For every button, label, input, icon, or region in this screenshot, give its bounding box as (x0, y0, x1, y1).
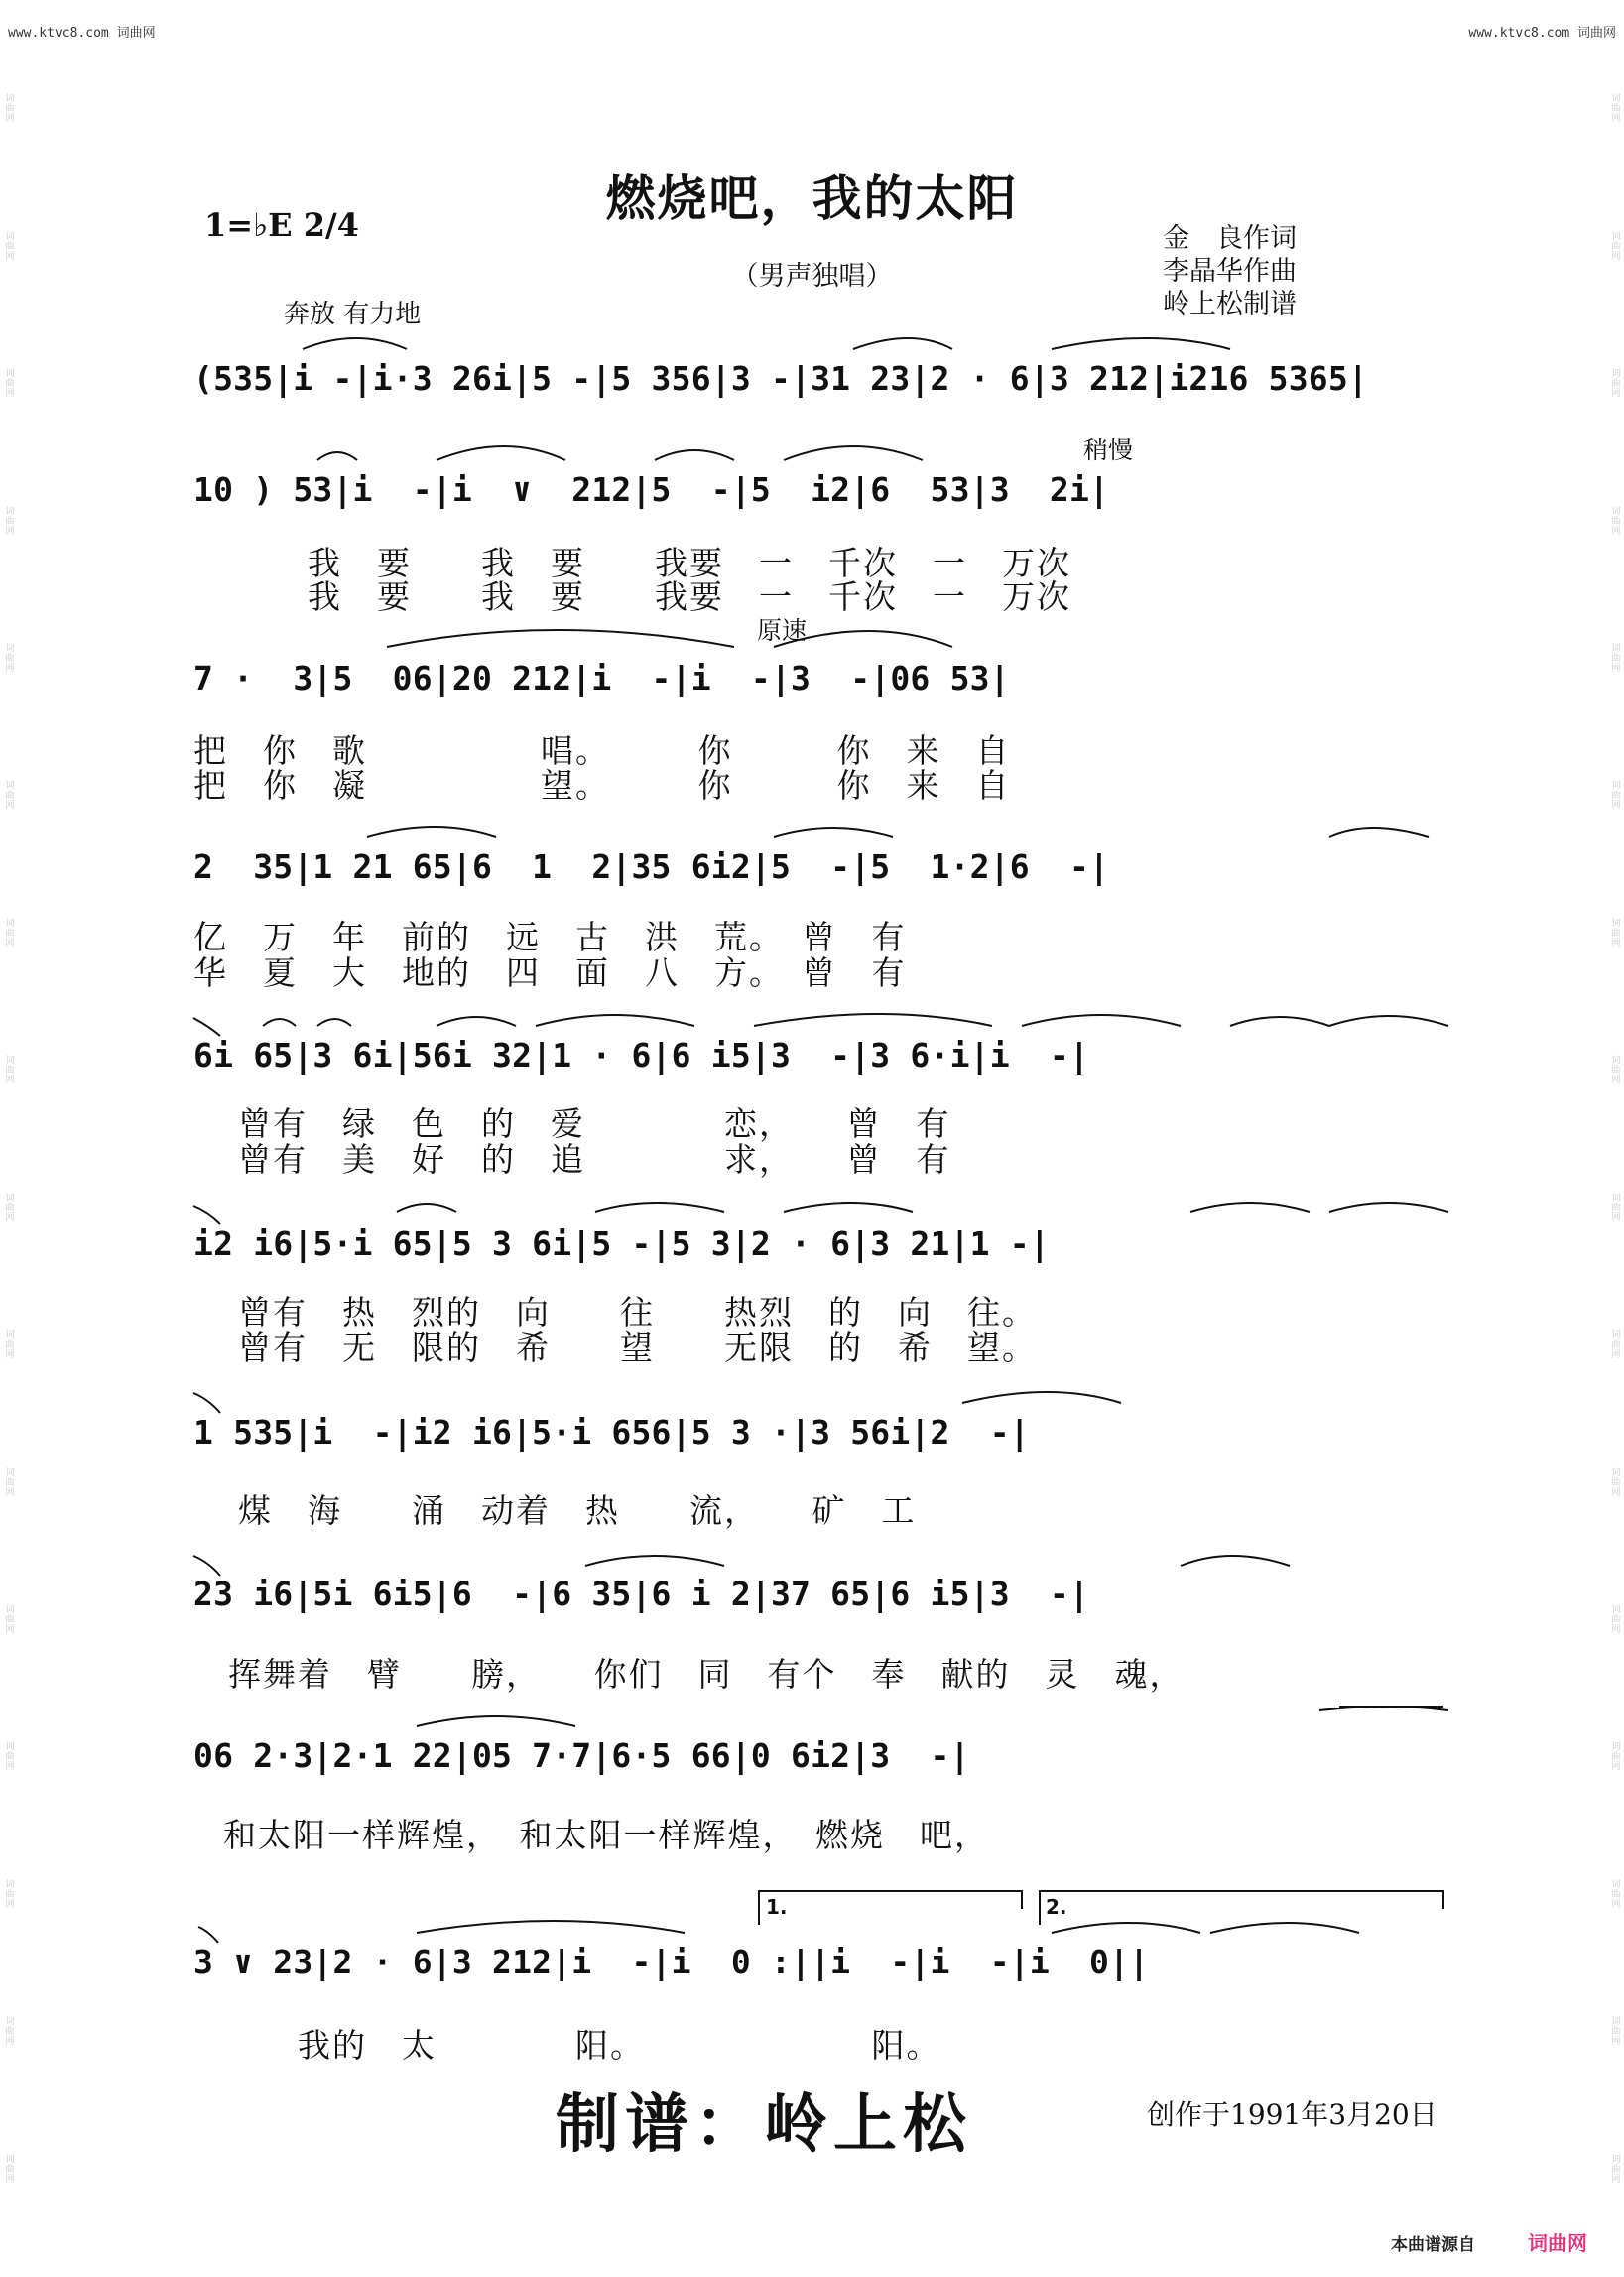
watermark-text: 词曲网 (3, 230, 14, 261)
slur-mark (1022, 1015, 1181, 1026)
credits-block (1163, 222, 1297, 320)
watermark-text: 词曲网 (1609, 1192, 1620, 1222)
left-watermark-strip (2, 40, 16, 2237)
lyric-line-4-verse-1: 亿 万 年 前的 远 古 洪 荒。 曾 有 (193, 918, 907, 956)
slur-mark (437, 1017, 516, 1026)
slur-mark (397, 1204, 456, 1212)
slur-mark (437, 446, 565, 460)
footer-source-label: 本曲谱源自 (1391, 2235, 1475, 2255)
slur-mark (1319, 1707, 1448, 1710)
watermark-text: 词曲网 (1609, 1466, 1620, 1497)
credit-composer: 李晶华作曲 (1163, 256, 1297, 287)
slur-mark (655, 450, 734, 460)
score-line-5: 6i 65|3 6i|56i 32|1 · 6|6 i5|3 -|3 6·i|i -| (193, 1036, 1090, 1075)
watermark-text: 词曲网 (1609, 93, 1620, 124)
watermark-text: 词曲网 (3, 642, 14, 673)
slur-mark (367, 827, 496, 837)
slur-mark (417, 1716, 575, 1726)
lyric-line-10: 我的 太 阳。 阳。 (298, 2026, 941, 2065)
slur-mark (1190, 1203, 1310, 1212)
watermark-text: 词曲网 (3, 1604, 14, 1635)
song-subtitle: （男声独唱） (731, 261, 893, 292)
lyric-line-8: 挥舞着 臂 膀， 你们 同 有个 奉 献的 灵 魂， (228, 1655, 1185, 1694)
slur-mark (1052, 1923, 1200, 1933)
site-header-left: www.ktvc8.com 词曲网 (8, 26, 156, 41)
slur-mark (193, 1018, 220, 1036)
watermark-text: 词曲网 (1609, 368, 1620, 399)
watermark-text: 词曲网 (3, 780, 14, 811)
score-line-8: 23 i6|5i 6i5|6 -|6 35|6 i 2|37 65|6 i5|3 -| (193, 1575, 1090, 1613)
first-ending-label: 1. (766, 1895, 788, 1919)
watermark-text: 词曲网 (3, 1878, 14, 1909)
lyric-line-5-verse-1: 曾有 绿 色 的 爱 恋， 曾 有 (238, 1104, 951, 1143)
watermark-text: 词曲网 (1609, 1741, 1620, 1772)
score-line-1: (535|i -|i·3 26i|5 -|5 356|3 -|31 23|2 · 6|3 212|i216 5365| (193, 359, 1368, 398)
slur-mark (1230, 1017, 1329, 1026)
slur-mark (317, 452, 357, 460)
slur-mark (853, 338, 952, 349)
slur-mark (1210, 1923, 1359, 1933)
lyric-line-7: 煤 海 涌 动着 热 流， 矿 工 (238, 1491, 917, 1530)
expression-marking: 奔放 有力地 (284, 300, 422, 329)
slur-mark (417, 1921, 685, 1933)
footer-site-logo: 词曲网 (1528, 2231, 1587, 2255)
slur-mark (303, 338, 407, 349)
score-line-7: 1 535|i -|i2 i6|5·i 656|5 3 ·|3 56i|2 -| (193, 1413, 1030, 1452)
score-line-3: 7 · 3|5 06|20 212|i -|i -|3 -|06 53| (193, 659, 1010, 697)
site-header-right: www.ktvc8.com 词曲网 (1468, 26, 1616, 41)
lyric-line-5-verse-2: 曾有 美 好 的 追 求， 曾 有 (238, 1140, 951, 1179)
watermark-text: 词曲网 (3, 2016, 14, 2047)
watermark-text: 词曲网 (1609, 642, 1620, 673)
tempo-slower-mark: 稍慢 (1083, 436, 1134, 464)
slur-mark (962, 1392, 1121, 1403)
watermark-text: 词曲网 (3, 2153, 14, 2184)
slur-mark (263, 1019, 296, 1026)
slur-mark (387, 630, 734, 647)
credit-transcriber: 岭上松制谱 (1163, 289, 1297, 319)
watermark-text: 词曲网 (1609, 505, 1620, 536)
watermark-text: 词曲网 (1609, 1878, 1620, 1909)
watermark-text: 词曲网 (1609, 1055, 1620, 1085)
song-title: 燃烧吧，我的太阳 (605, 170, 1019, 227)
tempo-restore-mark: 原速 (757, 616, 808, 645)
watermark-text: 词曲网 (3, 1055, 14, 1085)
lyric-line-4-verse-2: 华 夏 大 地的 四 面 八 方。 曾 有 (193, 953, 907, 992)
slur-mark (595, 1203, 724, 1212)
watermark-text: 词曲网 (1609, 1604, 1620, 1635)
first-ending-bracket (759, 1891, 1022, 1925)
second-ending-bracket (1040, 1891, 1443, 1925)
slur-mark (193, 1393, 220, 1413)
watermark-text: 词曲网 (1609, 230, 1620, 261)
credit-lyricist: 金 良作词 (1163, 223, 1297, 254)
watermark-text: 词曲网 (3, 93, 14, 124)
watermark-text: 词曲网 (3, 368, 14, 399)
slur-mark (1181, 1556, 1290, 1566)
slur-mark (754, 1014, 992, 1026)
slur-mark (784, 446, 923, 460)
watermark-text: 词曲网 (3, 917, 14, 948)
transcriber-signature: 制谱：岭上松 (556, 2087, 972, 2162)
watermark-text: 词曲网 (1609, 2016, 1620, 2047)
watermark-text: 词曲网 (1609, 1329, 1620, 1360)
slur-mark (1329, 828, 1429, 837)
slur-mark (193, 1556, 220, 1576)
key-signature: 1=♭E 2/4 (204, 206, 359, 244)
score-line-2: 10 ) 53|i -|i ∨ 212|5 -|5 i2|6 53|3 2i| (193, 470, 1110, 509)
watermark-text: 词曲网 (1609, 917, 1620, 948)
lyric-line-2-verse-2: 我 要 我 要 我要 一 千次 一 万次 (308, 577, 1071, 616)
second-ending-label: 2. (1046, 1895, 1067, 1919)
slur-mark (536, 1015, 694, 1026)
lyric-line-2-verse-1: 我 要 我 要 我要 一 千次 一 万次 (308, 544, 1071, 582)
score-line-6: i2 i6|5·i 65|5 3 6i|5 -|5 3|2 · 6|3 21|1 -| (193, 1224, 1050, 1263)
lyric-line-3-verse-1: 把 你 歌 唱。 你 你 来 自 (193, 731, 1011, 770)
slur-mark (1329, 1016, 1448, 1026)
slur-mark (1329, 1203, 1448, 1212)
watermark-text: 词曲网 (3, 1329, 14, 1360)
watermark-text: 词曲网 (1609, 2153, 1620, 2184)
watermark-text: 词曲网 (3, 505, 14, 536)
lyric-line-3-verse-2: 把 你 凝 望。 你 你 来 自 (193, 766, 1011, 805)
score-line-10: 3 ∨ 23|2 · 6|3 212|i -|i 0 :||i -|i -|i 0|| (193, 1943, 1150, 1981)
composition-date: 创作于1991年3月20日 (1147, 2098, 1437, 2131)
slur-mark (784, 1203, 913, 1212)
score-line-9: 06 2·3|2·1 22|05 7·7|6·5 66|0 6i2|3 -| (193, 1736, 970, 1775)
watermark-text: 词曲网 (3, 1741, 14, 1772)
lyric-line-9: 和太阳一样辉煌， 和太阳一样辉煌， 燃烧 吧， (223, 1816, 989, 1854)
watermark-text: 词曲网 (3, 1192, 14, 1222)
watermark-text: 词曲网 (1609, 780, 1620, 811)
slur-mark (317, 1019, 351, 1026)
watermark-text: 词曲网 (3, 1466, 14, 1497)
right-watermark-strip (1608, 40, 1622, 2237)
slur-mark (1052, 338, 1230, 349)
slur-mark (585, 1556, 724, 1566)
slur-mark (198, 1927, 218, 1943)
lyric-line-6-verse-2: 曾有 无 限的 希 望 无限 的 希 望。 (238, 1328, 1037, 1367)
score-line-4: 2 35|1 21 65|6 1 2|35 6i2|5 -|5 1·2|6 -| (193, 847, 1110, 886)
lyric-line-6-verse-1: 曾有 热 烈的 向 往 热烈 的 向 往。 (238, 1293, 1037, 1331)
slur-mark (193, 1206, 220, 1224)
slur-mark (774, 828, 893, 837)
